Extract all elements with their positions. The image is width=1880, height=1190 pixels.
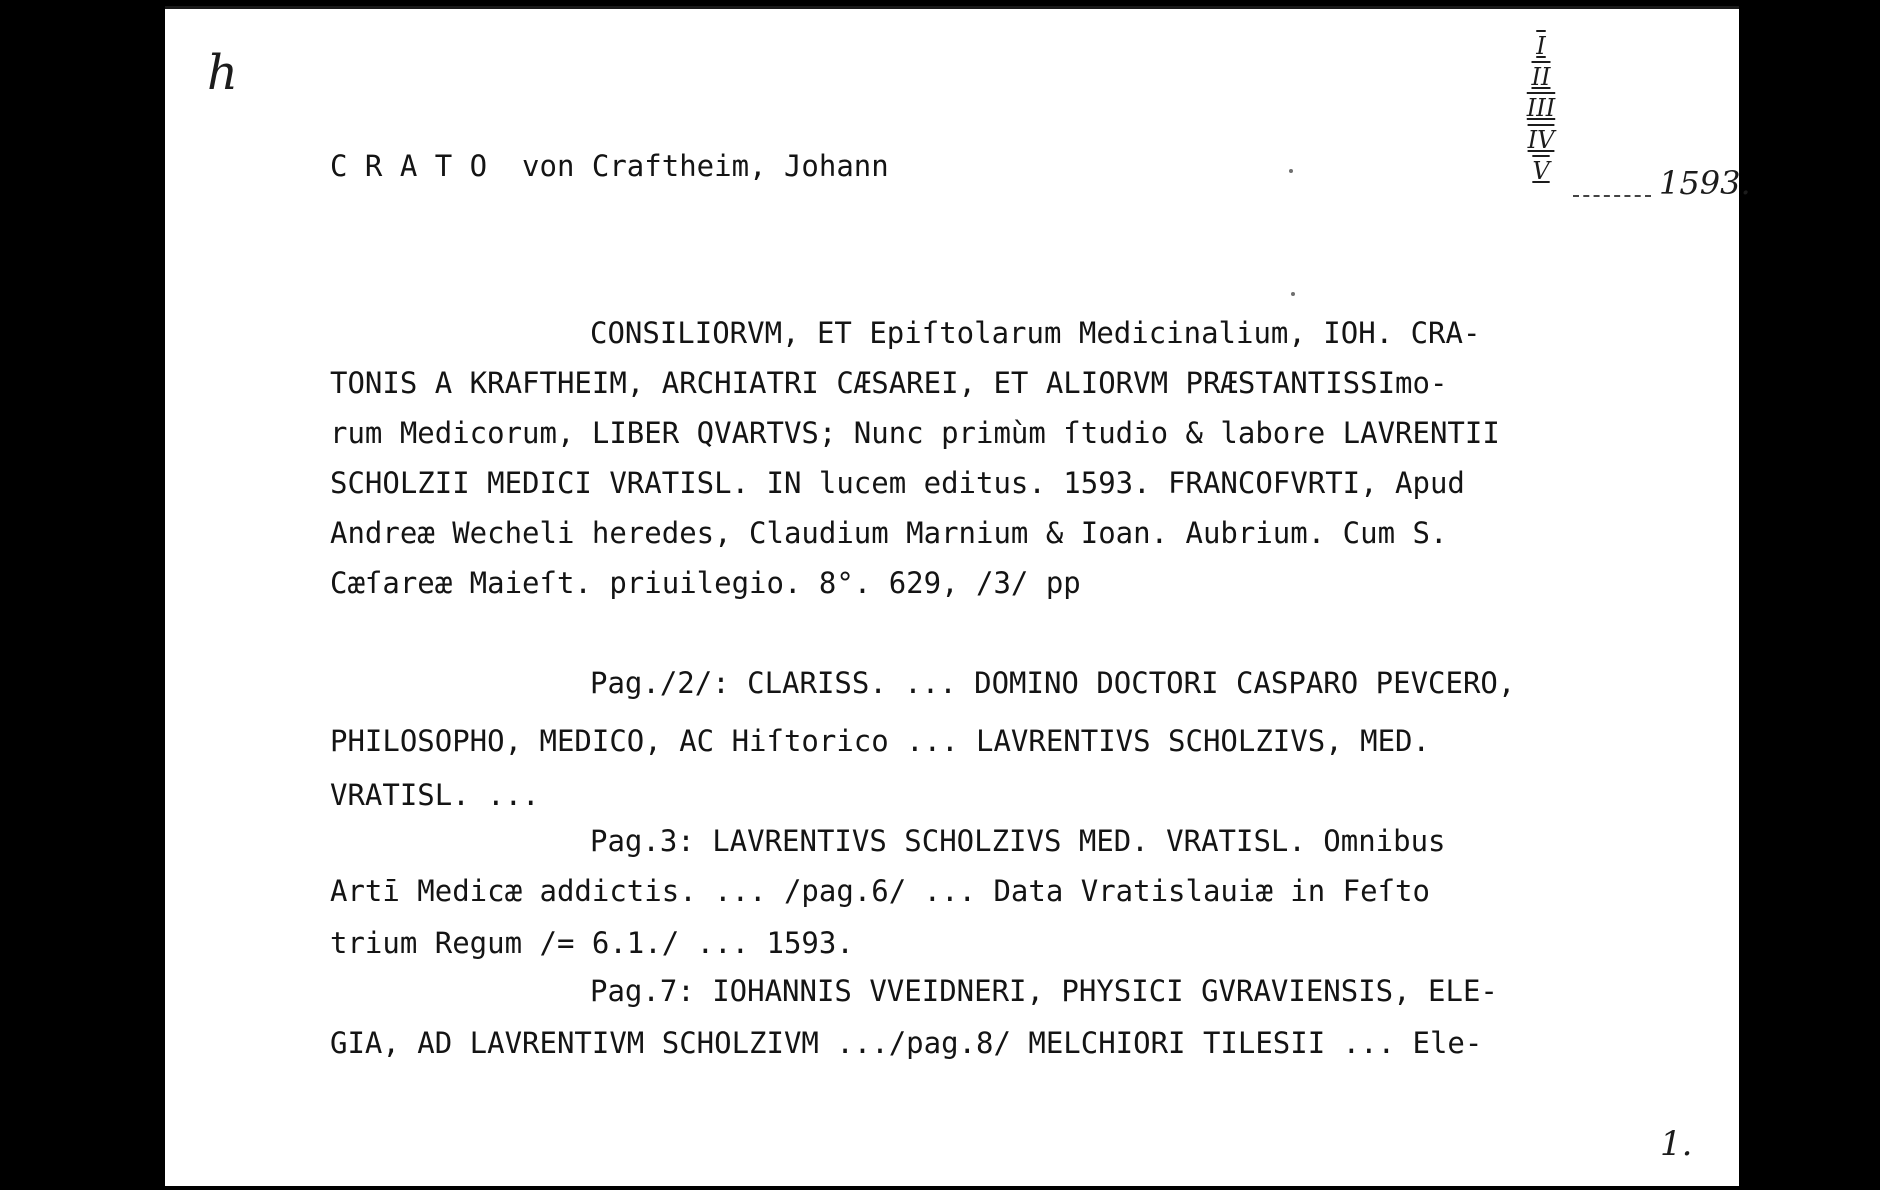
entry-line: Pag.3: LAVRENTIVS SCHOLZIVS MED. VRATISL. Omnibus <box>590 824 1446 858</box>
title-line: CONSILIORVM, ET Epiſtolarum Medicinalium, IOH. CRA- <box>590 316 1481 350</box>
shelfmark-stamp <box>1521 31 1561 187</box>
shelfmark-numeral: II <box>1531 63 1551 92</box>
title-line: SCHOLZII MEDICI VRATISL. IN lucem editus. 1593. FRANCOFVRTI, Apud <box>330 466 1465 500</box>
shelfmark-numeral: IV <box>1527 125 1555 154</box>
title-line: Cæſareæ Maieſt. priuilegio. 8°. 629, /3/ pp <box>330 566 1081 600</box>
entry-line: VRATISL. ... <box>330 778 540 812</box>
ink-speck <box>1289 169 1293 173</box>
entry-line: trium Regum /= 6.1./ ... 1593. <box>330 926 854 960</box>
shelfmark-numeral: I <box>1536 32 1546 60</box>
entry-line: Artī Medicæ addictis. ... /pag.6/ ... Data Vratislauiæ in Feſto <box>330 874 1430 908</box>
entry-line: PHILOSOPHO, MEDICO, AC Hiſtorico ... LAVRENTIVS SCHOLZIVS, MED. <box>330 724 1430 758</box>
ink-speck <box>1291 292 1295 296</box>
stamp-year-leader <box>1573 195 1651 197</box>
corner-handwritten-mark: h <box>207 45 238 101</box>
catalog-card <box>165 6 1751 1186</box>
entry-line: GIA, AD LAVRENTIVM SCHOLZIVM .../pag.8/ MELCHIORI TILESII ... Ele- <box>330 1026 1483 1060</box>
title-line: TONIS A KRAFTHEIM, ARCHIATRI CÆSAREI, ET ALIORVM PRÆSTANTISSImo- <box>330 366 1448 400</box>
title-line: Andreæ Wecheli heredes, Claudium Marnium & Ioan. Aubrium. Cum S. <box>330 516 1448 550</box>
handwritten-year: 1593. <box>1659 164 1751 202</box>
shelfmark-numeral: V <box>1532 156 1550 185</box>
card-heading: C R A T O von Craftheim, Johann <box>330 149 889 183</box>
entry-line: Pag.7: IOHANNIS VVEIDNERI, PHYSICI GVRAVIENSIS, ELE- <box>590 974 1498 1008</box>
title-line: rum Medicorum, LIBER QVARTVS; Nunc primùm ſtudio & labore LAVRENTII <box>330 416 1500 450</box>
handwritten-page-number: 1. <box>1660 1124 1693 1164</box>
entry-line: Pag./2/: CLARISS. ... DOMINO DOCTORI CASPARO PEVCERO, <box>590 666 1516 700</box>
shelfmark-numeral: III <box>1526 94 1556 123</box>
